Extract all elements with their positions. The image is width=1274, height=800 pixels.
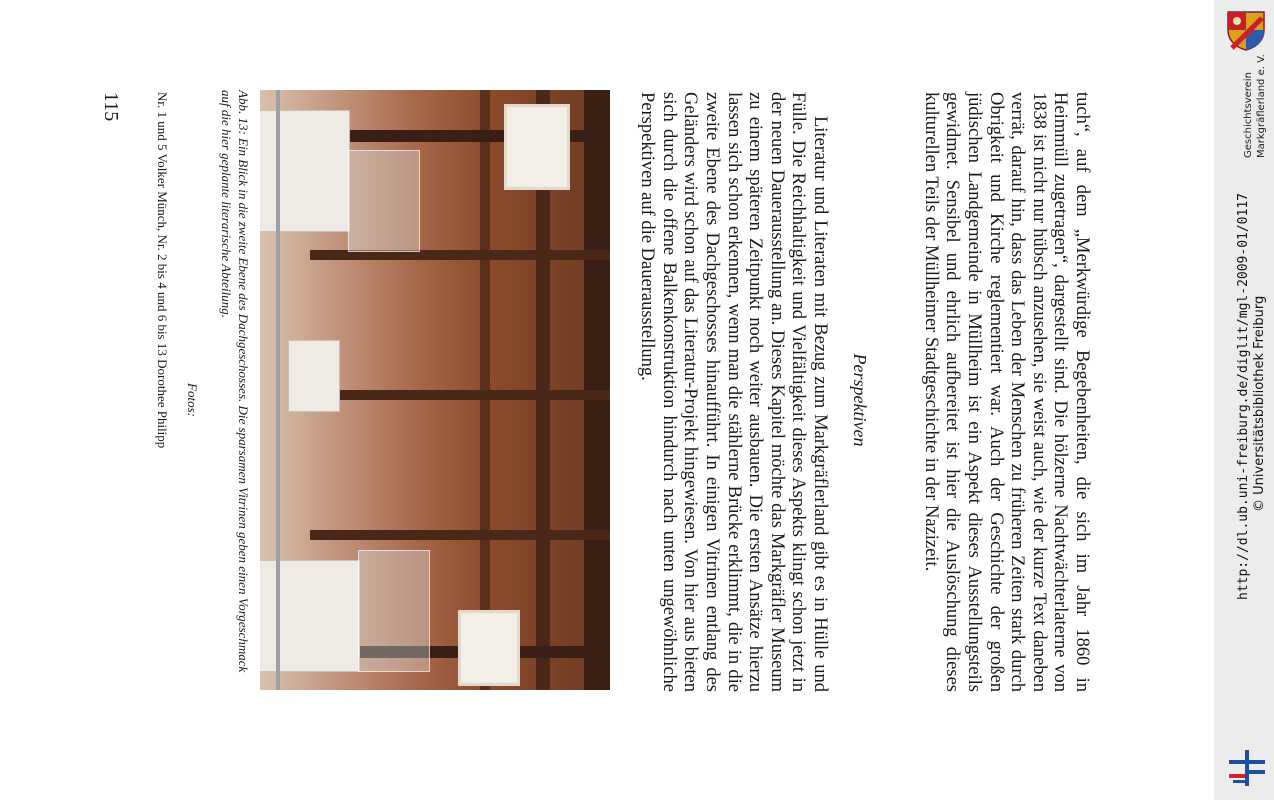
glass-case bbox=[348, 150, 420, 252]
coat-of-arms-icon bbox=[1224, 8, 1268, 52]
document-url-link[interactable]: http://dl.ub.uni-freiburg.de/diglit/mgl-2009-01/0117 bbox=[1236, 193, 1251, 600]
photos-label: Fotos: bbox=[185, 383, 200, 417]
ub-freiburg-logo-icon bbox=[1227, 748, 1267, 788]
caption-text: Ein Blick in die zweite Ebene des Dachgeschosses. Die sparsamen Vitrinen geben einen Vorgeschmack auf die hier geplante literarische Abteilung. bbox=[219, 90, 251, 673]
copyright-notice: © Universitätsbibliothek Freiburg bbox=[1252, 295, 1267, 512]
display-vitrine bbox=[260, 110, 350, 232]
body-paragraph: tuch“, auf dem „Merkwürdige Begebenheiten, die sich im Jahr 1860 in Heimmüll zugetragen“, dargestellt sind. Die hölzerne Nachtwächterlaterne von 1838 ist nicht nur hübsch anzusehen, sie weist auch, wie der kurze Text daneben verrät, darauf hin, dass das Leben der Menschen zu früheren Zeiten stark durch Obrigkeit und Kirche reglementiert war. Auch der Geschichte der großen jüdischen Landgemeinde in Müllheim ist ein Aspekt dieses Ausstellungsteils gewidmet. Sensibel und ehrlich aufbereitet ist hier die Auslöschung dieses kulturellen Teils der Müllheimer Stadtgeschichte in der Nazizeit. bbox=[920, 92, 1092, 692]
roof-beam bbox=[330, 390, 610, 400]
photo-credits: Nr. 1 und 5 Volker Münch, Nr. 2 bis 4 und 6 bis 13 Dorothee Philipp bbox=[155, 92, 170, 449]
glass-case bbox=[358, 550, 430, 672]
body-paragraph: Literatur und Literaten mit Bezug zum Markgräflerland gibt es in Hülle und Fülle. Die Reichhaltigkeit und Vielfältigkeit dieses Aspekts klingt schon jetzt in der neuen Dauerausstellung an. Dieses Kapitel möchte das Markgräfler Museum zu einem späteren Zeitpunkt noch weiter ausbauen. Die ersten Ansätze hierzu lassen sich schon erkennen, wenn man die stählerne Brücke erklimmt, die in die zweite Ebene des Dachgeschosses hinaufführt. In einigen Vitrinen entlang des Geländers wird schon auf das Literatur-Projekt hingewiesen. Von hier aus bieten sich durch die offene Balkenkonstruktion hindurch nach unten ungewöhnliche Perspektiven auf die Dauerausstellung. bbox=[637, 92, 830, 692]
figure-caption bbox=[218, 90, 252, 690]
museum-attic-photo bbox=[260, 90, 610, 690]
display-vitrine bbox=[260, 560, 360, 672]
roof-beam bbox=[310, 530, 610, 540]
display-vitrine bbox=[288, 340, 340, 412]
steel-railing bbox=[276, 90, 280, 690]
caption-label: Abb. 13: bbox=[236, 90, 251, 135]
framed-picture bbox=[458, 610, 520, 686]
framed-picture bbox=[504, 104, 570, 190]
society-name-line-2: Markgräflerland e. V. bbox=[1256, 54, 1267, 158]
society-name-line-1: Geschichtsverein bbox=[1243, 72, 1254, 158]
page-number: 115 bbox=[100, 92, 122, 122]
section-heading: Perspektiven bbox=[850, 353, 870, 447]
